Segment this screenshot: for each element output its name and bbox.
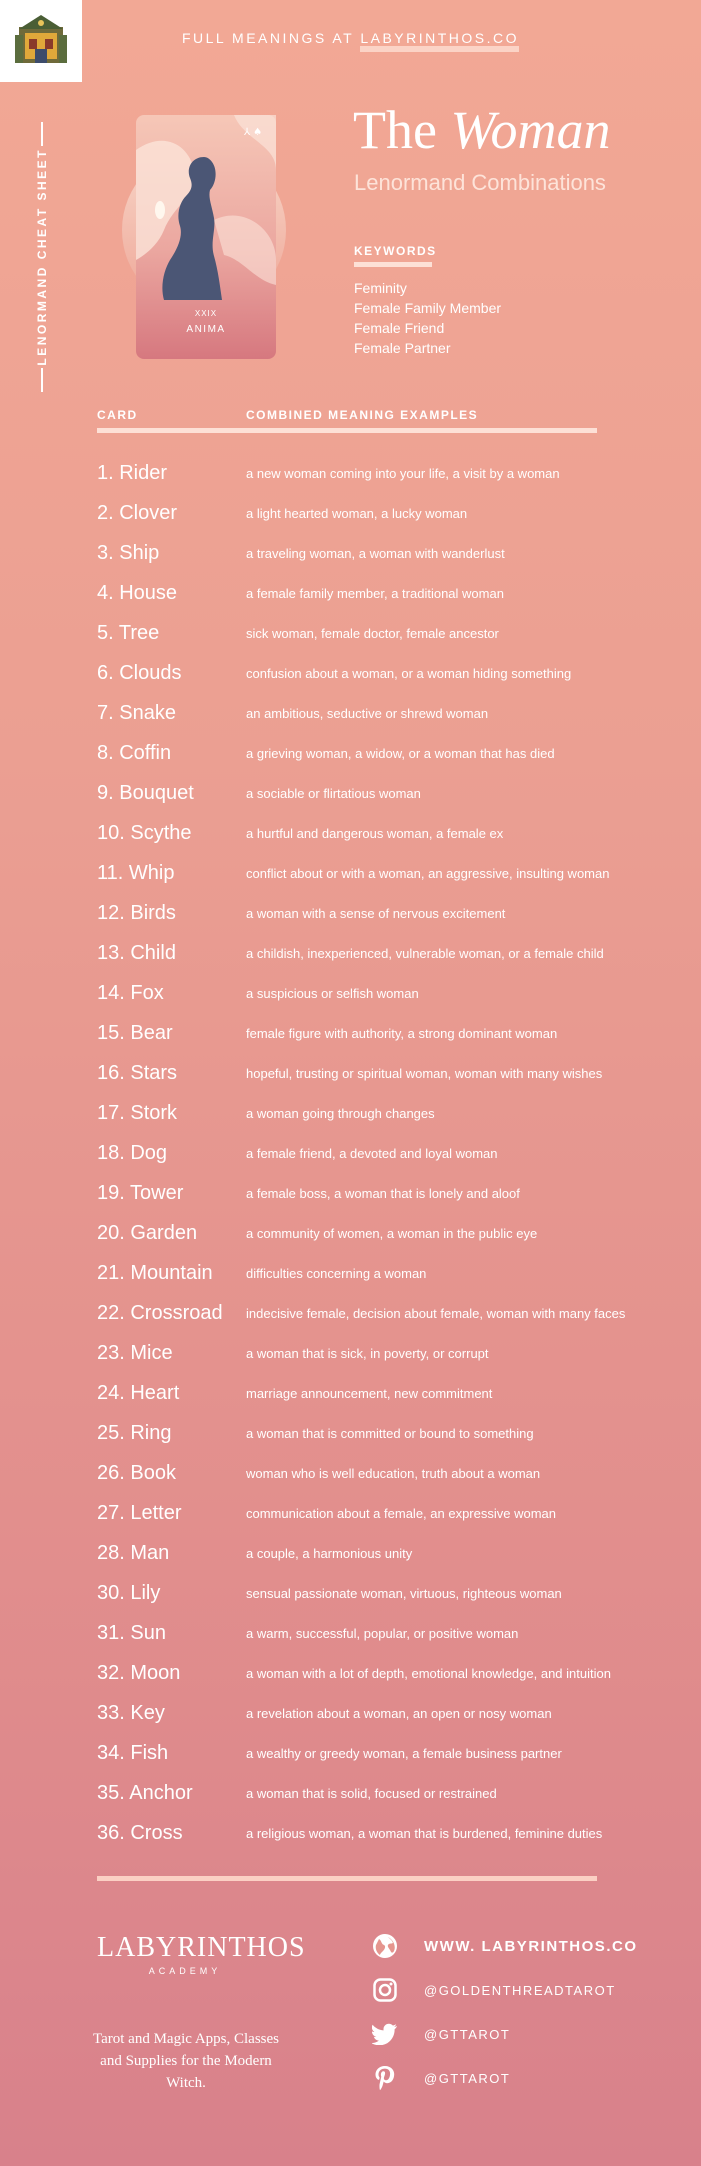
footer-contacts (370, 1924, 637, 2100)
table-row (97, 733, 677, 773)
row-card-name: 16. Stars (97, 1061, 178, 1084)
row-meaning: female figure with authority, a strong dominant woman (246, 1025, 558, 1041)
instagram-handle: @GOLDENTHREADTAROT (424, 1982, 616, 1998)
row-meaning: a light hearted woman, a lucky woman (246, 505, 468, 521)
keyword-item: Feminity (354, 280, 407, 296)
row-card-name: 23. Mice (97, 1341, 173, 1364)
row-meaning: a new woman coming into your life, a visit by a woman (246, 465, 560, 481)
row-card-name: 30. Lily (97, 1581, 161, 1604)
row-meaning: a warm, successful, popular, or positive woman (246, 1625, 519, 1641)
row-card-name: 36. Cross (97, 1821, 183, 1844)
row-meaning: a traveling woman, a woman with wanderlust (246, 545, 505, 561)
website-text: WWW. LABYRINTHOS.CO (424, 1937, 638, 1955)
table-row (97, 1293, 677, 1333)
row-card-name: 6. Clouds (97, 661, 182, 684)
row-card-name: 9. Bouquet (97, 781, 194, 804)
row-card-name: 13. Child (97, 941, 176, 964)
row-card-name: 17. Stork (97, 1101, 178, 1124)
row-meaning: a woman with a lot of depth, emotional knowledge, and intuition (246, 1665, 611, 1681)
table-row (97, 1613, 677, 1653)
combinations-table (97, 453, 677, 1853)
row-card-name: 20. Garden (97, 1221, 198, 1244)
title-woman: Woman (450, 100, 611, 160)
row-card-name: 31. Sun (97, 1621, 166, 1644)
row-meaning: an ambitious, seductive or shrewd woman (246, 705, 489, 721)
row-card-name: 18. Dog (97, 1141, 168, 1164)
row-meaning: woman who is well education, truth about a woman (246, 1465, 541, 1481)
table-row (97, 1813, 677, 1853)
table-row (97, 973, 677, 1013)
side-label-text: LENORMAND CHEAT SHEET (35, 148, 49, 366)
table-row (97, 813, 677, 853)
side-divider (41, 122, 43, 146)
brand-name: LABYRINTHOS (97, 1932, 306, 1963)
table-row (97, 1173, 677, 1213)
card-number: XXIX (194, 309, 218, 318)
row-meaning: a wealthy or greedy woman, a female business partner (246, 1745, 562, 1761)
row-card-name: 21. Mountain (97, 1261, 213, 1284)
row-meaning: hopeful, trusting or spiritual woman, woman with many wishes (246, 1065, 603, 1081)
row-card-name: 24. Heart (97, 1381, 180, 1404)
row-meaning: sensual passionate woman, virtuous, righteous woman (246, 1585, 562, 1601)
table-row (97, 573, 677, 613)
table-row (97, 453, 677, 493)
row-meaning: a woman with a sense of nervous excitement (246, 905, 506, 921)
table-row (97, 1253, 677, 1293)
row-card-name: 14. Fox (97, 981, 164, 1004)
row-card-name: 19. Tower (97, 1181, 184, 1204)
banner-prefix: FULL MEANINGS AT (181, 30, 354, 46)
website-link[interactable] (370, 1924, 637, 1968)
table-row (97, 1653, 677, 1693)
row-meaning: confusion about a woman, or a woman hiding something (246, 665, 572, 681)
row-card-name: 27. Letter (97, 1501, 182, 1524)
row-card-name: 2. Clover (97, 501, 178, 524)
table-row (97, 1013, 677, 1053)
table-row (97, 1373, 677, 1413)
keyword-item: Female Partner (354, 340, 451, 356)
globe-icon (370, 1931, 400, 1961)
row-card-name: 7. Snake (97, 701, 176, 724)
row-card-name: 34. Fish (97, 1741, 169, 1764)
row-card-name: 15. Bear (97, 1021, 173, 1044)
title-the: The (353, 100, 437, 160)
row-card-name: 12. Birds (97, 901, 176, 924)
row-meaning: conflict about or with a woman, an aggressive, insulting woman (246, 865, 610, 881)
row-meaning: a woman that is solid, focused or restrained (246, 1785, 497, 1801)
row-card-name: 5. Tree (97, 621, 160, 644)
table-row (97, 1333, 677, 1373)
row-meaning: a suspicious or selfish woman (246, 985, 419, 1001)
row-meaning: a revelation about a woman, an open or nosy woman (246, 1705, 552, 1721)
table-row (97, 533, 677, 573)
row-meaning: a community of women, a woman in the public eye (246, 1225, 538, 1241)
row-card-name: 33. Key (97, 1701, 165, 1724)
twitter-link[interactable] (370, 2012, 637, 2056)
row-card-name: 28. Man (97, 1541, 170, 1564)
row-meaning: sick woman, female doctor, female ancestor (246, 625, 499, 641)
footer-divider (97, 1876, 597, 1881)
table-row (97, 1413, 677, 1453)
table-row (97, 1733, 677, 1773)
instagram-link[interactable] (370, 1968, 637, 2012)
table-row (97, 1573, 677, 1613)
row-card-name: 26. Book (97, 1461, 176, 1484)
svg-text:⅄ ♠: ⅄ ♠ (244, 127, 263, 138)
footer-brand[interactable] (97, 1932, 306, 1976)
table-row (97, 1693, 677, 1733)
keyword-item: Female Friend (354, 320, 445, 336)
table-row (97, 653, 677, 693)
row-card-name: 11. Whip (97, 861, 175, 884)
banner-site-link[interactable]: LABYRINTHOS.CO (360, 30, 519, 52)
pinterest-handle: @GTTAROT (424, 2070, 511, 2086)
row-card-name: 8. Coffin (97, 741, 172, 764)
header-divider (97, 428, 597, 433)
row-meaning: marriage announcement, new commitment (246, 1385, 493, 1401)
keywords-list (354, 278, 501, 358)
table-row (97, 773, 677, 813)
page-title (353, 100, 610, 160)
row-meaning: a woman that is sick, in poverty, or corrupt (246, 1345, 489, 1361)
table-row (97, 853, 677, 893)
side-label (28, 122, 56, 392)
column-header-meaning: COMBINED MEANING EXAMPLES (246, 408, 479, 422)
card-illustration (94, 110, 324, 365)
row-card-name: 25. Ring (97, 1421, 172, 1444)
twitter-icon (370, 2019, 400, 2049)
row-meaning: a female boss, a woman that is lonely and aloof (246, 1185, 520, 1201)
keyword-item: Female Family Member (354, 300, 502, 316)
row-card-name: 3. Ship (97, 541, 160, 564)
row-card-name: 35. Anchor (97, 1781, 193, 1804)
row-card-name: 1. Rider (97, 461, 168, 484)
row-meaning: a religious woman, a woman that is burdened, feminine duties (246, 1825, 603, 1841)
row-meaning: a woman going through changes (246, 1105, 435, 1121)
row-meaning: a couple, a harmonious unity (246, 1545, 413, 1561)
table-row (97, 493, 677, 533)
card-name: ANIMA (186, 324, 226, 335)
table-row (97, 893, 677, 933)
column-header-card: CARD (97, 408, 138, 422)
table-row (97, 1773, 677, 1813)
twitter-handle: @GTTAROT (424, 2026, 511, 2042)
row-meaning: a woman that is committed or bound to something (246, 1425, 534, 1441)
side-divider (41, 368, 43, 392)
table-row (97, 1093, 677, 1133)
pinterest-icon (370, 2063, 400, 2093)
table-row (97, 1493, 677, 1533)
instagram-icon (370, 1975, 400, 2005)
footer-tagline: Tarot and Magic Apps, Classes and Supplies for the Modern Witch. (92, 2031, 279, 2091)
row-meaning: communication about a female, an expressive woman (246, 1505, 556, 1521)
table-row (97, 1453, 677, 1493)
table-row (97, 1053, 677, 1093)
keywords-heading: KEYWORDS (354, 244, 437, 258)
row-card-name: 32. Moon (97, 1661, 181, 1684)
row-meaning: a childish, inexperienced, vulnerable woman, or a female child (246, 945, 604, 961)
row-card-name: 4. House (97, 581, 178, 604)
table-row (97, 933, 677, 973)
table-row (97, 1533, 677, 1573)
table-row (97, 693, 677, 733)
table-row (97, 1133, 677, 1173)
row-meaning: indecisive female, decision about female, woman with many faces (246, 1305, 626, 1321)
row-meaning: a sociable or flirtatious woman (246, 785, 421, 801)
row-meaning: a female family member, a traditional woman (246, 585, 504, 601)
row-meaning: a female friend, a devoted and loyal woman (246, 1145, 498, 1161)
keywords-underline (354, 262, 432, 267)
row-card-name: 10. Scythe (97, 821, 192, 844)
row-meaning: difficulties concerning a woman (246, 1265, 427, 1281)
table-row (97, 613, 677, 653)
table-row (97, 1213, 677, 1253)
pinterest-link[interactable] (370, 2056, 637, 2100)
brand-subtitle: ACADEMY (148, 1966, 222, 1976)
row-meaning: a grieving woman, a widow, or a woman that has died (246, 745, 555, 761)
page-subtitle: Lenormand Combinations (354, 170, 606, 195)
row-meaning: a hurtful and dangerous woman, a female ex (246, 825, 504, 841)
row-card-name: 22. Crossroad (97, 1301, 223, 1324)
top-banner (0, 30, 701, 46)
